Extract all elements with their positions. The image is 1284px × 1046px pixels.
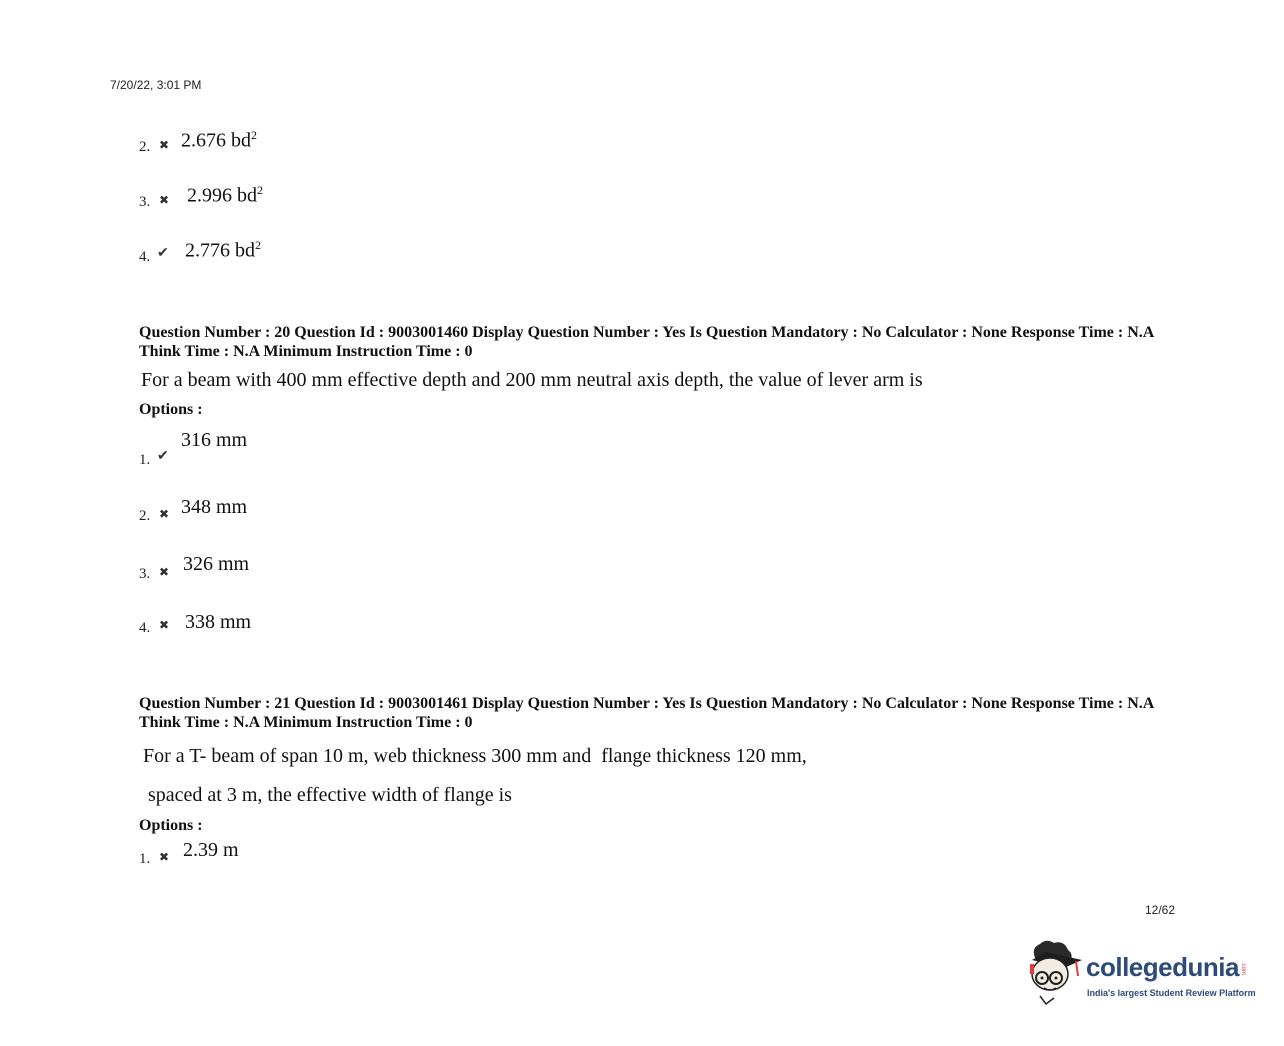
question-20-meta: Question Number : 20 Question Id : 9003001460 Display Question Number : Yes Is Question Mandatory : No Calculator : None Response Time : N.A Think Time : N.A Minimum Instruction Time : 0 xyxy=(139,324,1154,360)
check-icon: ✔ xyxy=(157,246,169,261)
prev-option-2-number: 2. xyxy=(139,139,151,155)
prev-option-2-text: 2.676 $bd^2$ xyxy=(181,128,257,152)
cross-icon: ✖ xyxy=(159,850,170,864)
logo-wordmark: collegedunia xyxy=(1086,952,1239,982)
print-timestamp: 7/20/22, 3:01 PM xyxy=(110,78,202,92)
q20-option-4-number: 4. xyxy=(139,620,151,636)
cross-icon: ✖ xyxy=(159,507,170,521)
question-21-options-label: Options : xyxy=(139,817,203,834)
prev-option-4-text: 2.776 $bd^2$ xyxy=(185,238,261,262)
q20-option-1-text: 316 mm xyxy=(181,429,248,451)
q20-option-1-number: 1. xyxy=(139,452,151,468)
question-21-meta: Question Number : 21 Question Id : 9003001461 Display Question Number : Yes Is Question Mandatory : No Calculator : None Response Time : N.A Think Time : N.A Minimum Instruction Time : 0 xyxy=(139,695,1154,731)
q20-option-3-number: 3. xyxy=(139,566,151,582)
check-icon: ✔ xyxy=(157,449,169,464)
q20-option-3-text: 326 mm xyxy=(183,553,250,575)
question-20-text: For a beam with 400 mm effective depth and 200 mm neutral axis depth, the value of lever arm is xyxy=(141,369,923,391)
q20-option-4-text: 338 mm xyxy=(185,611,252,633)
question-21-text-line-1: For a T- beam of span 10 m, web thickness 300 mm and flange thickness 120 mm, xyxy=(143,745,807,767)
cross-icon: ✖ xyxy=(159,618,170,632)
question-20-options-label: Options : xyxy=(139,401,203,418)
prev-option-4-number: 4. xyxy=(139,249,151,265)
cross-icon: ✖ xyxy=(159,193,170,207)
logo-tagline: India's largest Student Review Platform xyxy=(1087,988,1256,998)
cross-icon: ✖ xyxy=(159,565,170,579)
prev-option-3-number: 3. xyxy=(139,194,151,210)
collegedunia-mascot-logo xyxy=(1024,938,1086,1008)
q21-option-1-number: 1. xyxy=(139,851,151,867)
prev-option-3-text: 2.996 $bd^2$ xyxy=(187,183,263,207)
q21-option-1-text: 2.39 m xyxy=(183,839,239,861)
q20-option-2-number: 2. xyxy=(139,508,151,524)
question-21-text-line-2: spaced at 3 m, the effective width of flange is xyxy=(148,784,512,806)
cross-icon: ✖ xyxy=(159,138,170,152)
page-number: 12/62 xyxy=(1145,903,1176,917)
q20-option-2-text: 348 mm xyxy=(181,496,248,518)
logo-domain: .com xyxy=(1240,962,1246,976)
